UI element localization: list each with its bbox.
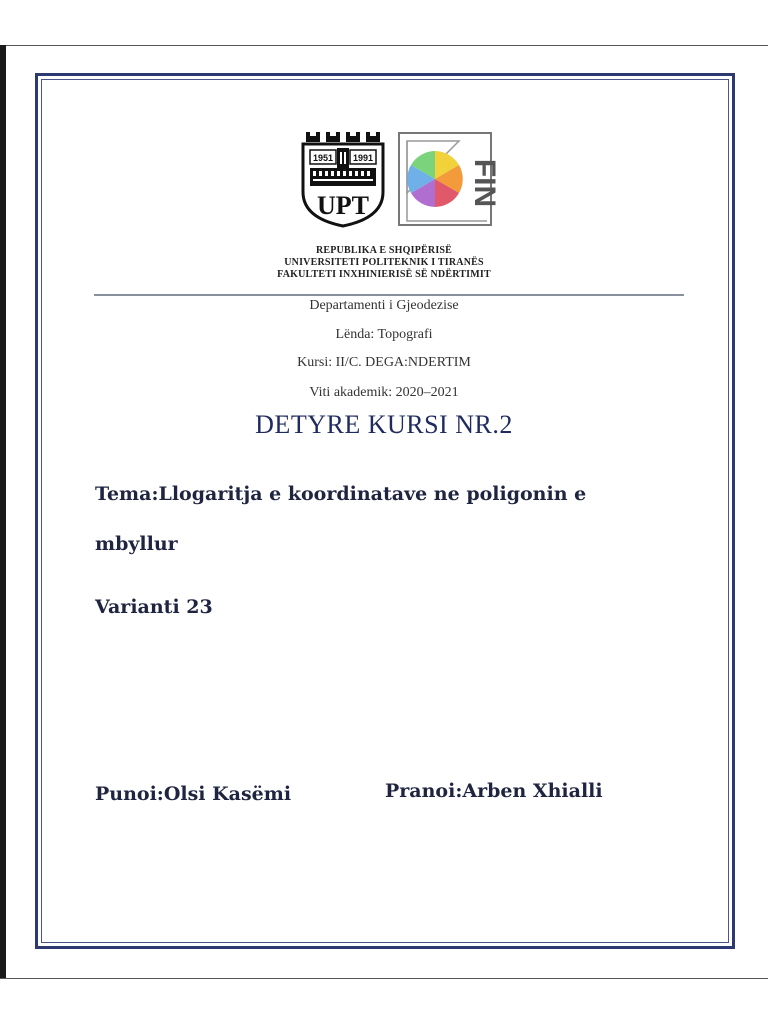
subject-label: Lënda: Topografi <box>335 327 433 342</box>
topic-line-2: mbyllur <box>95 533 178 555</box>
department-label: Departamenti i Gjeodezise <box>309 298 459 313</box>
fin-logo-text: FIN <box>468 158 501 208</box>
page-bottom-edge <box>0 978 768 979</box>
topic-line-1: Tema:Llogaritja e koordinatave ne poligonin e <box>95 483 587 505</box>
reviewer-label: Pranoi:Arben Xhialli <box>385 780 603 802</box>
page-left-edge <box>0 45 6 979</box>
variant-label: Varianti 23 <box>95 596 213 618</box>
upt-year-right: 1991 <box>352 153 374 163</box>
institution-university: UNIVERSITETI POLITEKNIK I TIRANËS <box>284 257 484 268</box>
institution-country: REPUBLIKA E SHQIPËRISË <box>315 245 453 256</box>
upt-logo-text: UPT <box>317 191 369 220</box>
academic-year-label: Viti akademik: 2020–2021 <box>309 385 459 400</box>
author-label: Punoi:Olsi Kasëmi <box>95 783 292 805</box>
institution-faculty: FAKULTETI INXHINIERISË SË NDËRTIMIT <box>277 269 491 280</box>
upt-year-left: 1951 <box>312 153 334 163</box>
course-label: Kursi: II/C. DEGA:NDERTIM <box>297 355 471 370</box>
page-top-edge <box>0 45 768 46</box>
fin-logo <box>397 131 501 227</box>
document-title: DETYRE KURSI NR.2 <box>255 410 513 439</box>
upt-logo <box>300 130 386 228</box>
header-divider <box>94 294 684 296</box>
